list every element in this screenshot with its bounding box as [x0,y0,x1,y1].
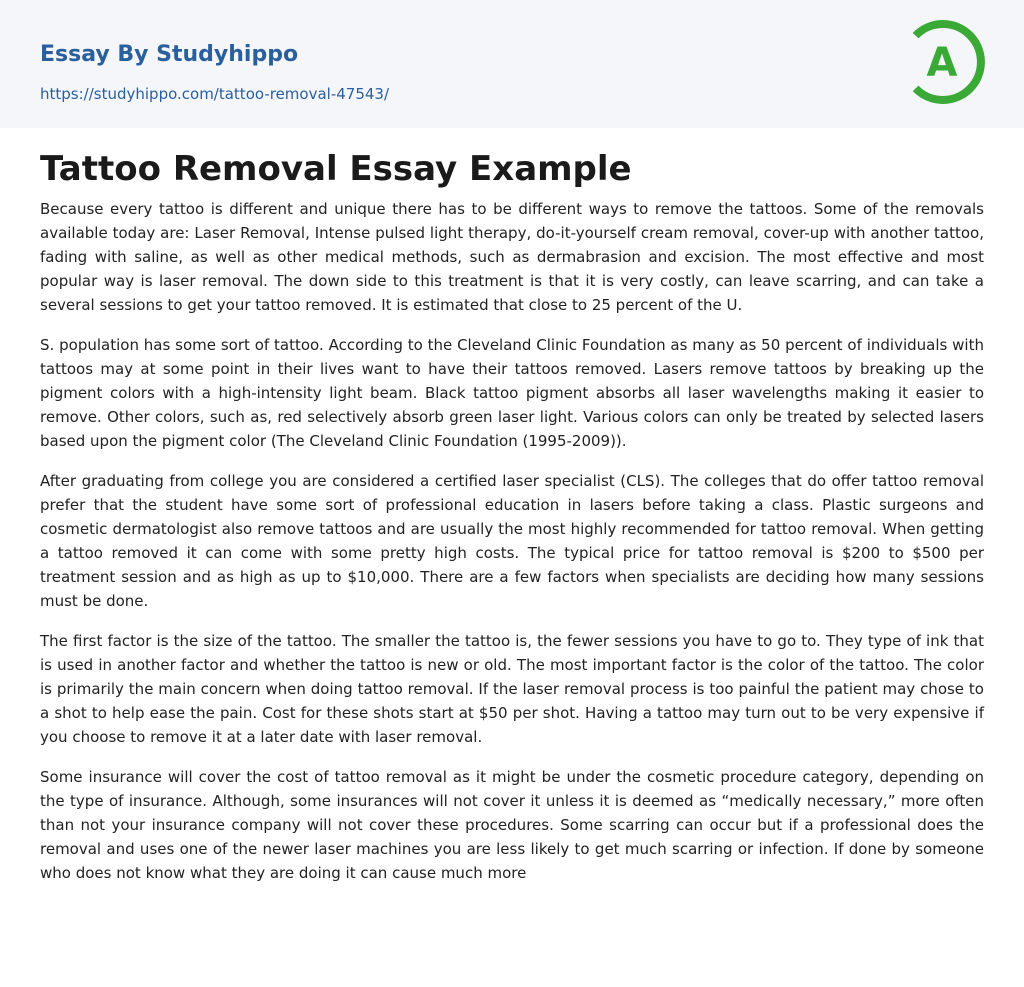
site-header [0,0,1024,128]
studyhippo-a-logo-icon[interactable] [896,16,988,108]
logo-letter: A [926,40,958,86]
essay-paragraph-3: After graduating from college you are considered a certified laser specialist (CLS). The colleges that do offer tattoo removal prefer that the student have some sort of professional education in lasers before taking a class. Plastic surgeons and cosmetic dermatologist also remove tattoos and are usually the most highly recommended for tattoo removal. When getting a tattoo removed it can come with some pretty high costs. The typical price for tattoo removal is $200 to $500 per treatment session and as high as up to $10,000. There are a few factors when specialists are deciding how many sessions must be done. [40,472,984,610]
essay-paragraph-1: Because every tattoo is different and unique there has to be different ways to remove the tattoos. Some of the removals available today are: Laser Removal, Intense pulsed light therapy, do-it-yourself cream removal, cover-up with another tattoo, fading with saline, as well as other medical methods, such as dermabrasion and excision. The most effective and most popular way is laser removal. The down side to this treatment is that it is very costly, can leave scarring, and can take a several sessions to get your tattoo removed. It is estimated that close to 25 percent of the U. [40,200,984,314]
site-title[interactable]: Essay By Studyhippo [40,42,299,67]
essay-paragraph-5: Some insurance will cover the cost of tattoo removal as it might be under the cosmetic procedure category, depending on the type of insurance. Although, some insurances will not cover it unless it is deemed as “medically necessary,” more often than not your insurance company will not cover these procedures. Some scarring can occur but if a professional does the removal and uses one of the newer laser machines you are less likely to get much scarring or infection. If done by someone who does not know what they are doing it can cause much more [40,768,984,882]
essay-paragraph-4: The first factor is the size of the tattoo. The smaller the tattoo is, the fewer sessions you have to go to. They type of ink that is used in another factor and whether the tattoo is new or old. The most important factor is the color of the tattoo. The color is primarily the main concern when doing tattoo removal. If the laser removal process is too painful the patient may chose to a shot to help ease the pain. Cost for these shots start at $50 per shot. Having a tattoo may turn out to be very expensive if you choose to remove it at a later date with laser removal. [40,632,984,746]
essay-url-link[interactable]: https://studyhippo.com/tattoo-removal-47543/ [40,85,390,103]
essay-paragraph-2: S. population has some sort of tattoo. According to the Cleveland Clinic Foundation as many as 50 percent of individuals with tattoos may at some point in their lives want to have their tattoos removed. Lasers remove tattoos by breaking up the pigment colors with a high-intensity light beam. Black tattoo pigment absorbs all laser wavelengths making it easier to remove. Other colors, such as, red selectively absorb green laser light. Various colors can only be treated by selected lasers based upon the pigment color (The Cleveland Clinic Foundation (1995-2009)). [40,336,984,450]
page-title: Tattoo Removal Essay Example [40,149,632,189]
article [40,128,984,885]
